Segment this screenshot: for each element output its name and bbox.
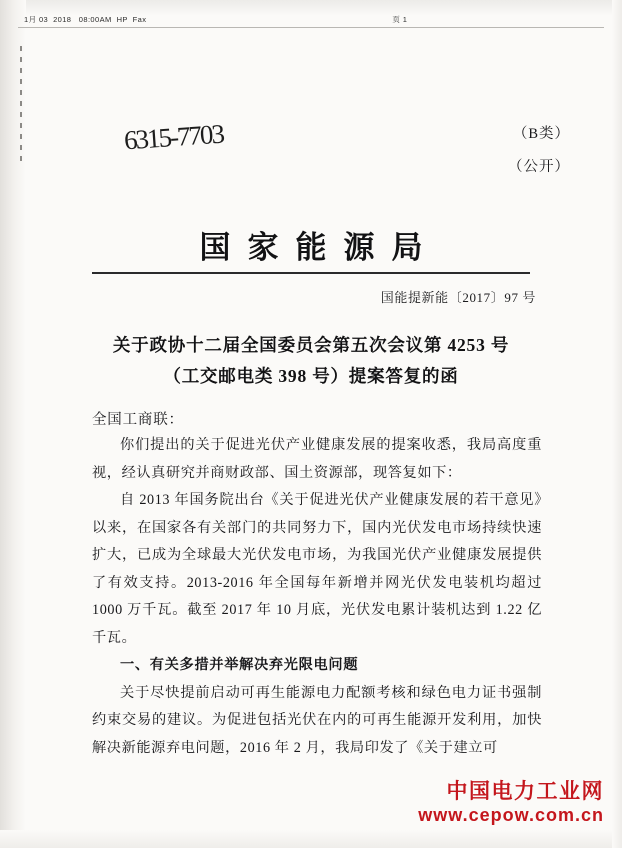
body-paragraph-1: 你们提出的关于促进光伏产业健康发展的提案收悉，我局高度重视，经认真研究并商财政部、国土资源部，现答复如下：	[92, 437, 542, 481]
scan-shadow-bottom	[0, 830, 622, 848]
body-paragraph-3: 关于尽快提前启动可再生能源电力配额考核和绿色电力证书强制约束交易的建议。为促进包括光伏在内的可再生能源开发利用，加快解决新能源弃电问题，2016 年 2 月，我局印发了《关于建立可	[92, 684, 542, 756]
subject-line-1: 关于政协十二届全国委员会第五次会议第 4253 号	[112, 335, 510, 355]
title-underline	[92, 272, 530, 274]
watermark	[418, 778, 604, 826]
document-number: 国能提新能〔2017〕97 号	[380, 290, 536, 305]
watermark-site-url: www.cepow.com.cn	[418, 805, 604, 825]
classification-disclosure: （公开）	[508, 159, 570, 175]
header-divider	[18, 27, 604, 28]
scan-shadow-right	[612, 0, 622, 848]
body-paragraph-2: 自 2013 年国务院出台《关于促进光伏产业健康发展的若干意见》以来，在国家各有关部门的共同努力下，国内光伏发电市场持续快速扩大，已成为全球最大光伏发电市场，为我国光伏产业健康发展提供了有效支持。2013-2016 年全国每年新增并网光伏发电装机均超过 1000 万千瓦。截至 2017 年 10 月底，光伏发电累计装机达到 1.22 亿千瓦。	[92, 492, 542, 646]
addressee: 全国工商联：	[92, 412, 184, 428]
document-subject	[70, 330, 552, 392]
classification-category: （B类）	[512, 126, 570, 142]
body-section-heading-1: 一、有关多措并举解决弃光限电问题	[120, 657, 359, 673]
page-title: 国家能源局	[199, 230, 440, 265]
watermark-site-name: 中国电力工业网	[446, 779, 604, 803]
binding-marks	[20, 46, 22, 166]
handwritten-note: 6315-7703	[123, 118, 224, 156]
fax-header	[24, 14, 600, 25]
fax-timestamp: 1月 03 2018 08:00AM HP Fax	[24, 15, 147, 24]
document-body	[92, 432, 542, 762]
fax-page-number: 页 1	[392, 15, 408, 24]
scan-shadow-left	[0, 0, 26, 848]
subject-line-2: （工交邮电类 398 号）提案答复的函	[163, 366, 459, 386]
